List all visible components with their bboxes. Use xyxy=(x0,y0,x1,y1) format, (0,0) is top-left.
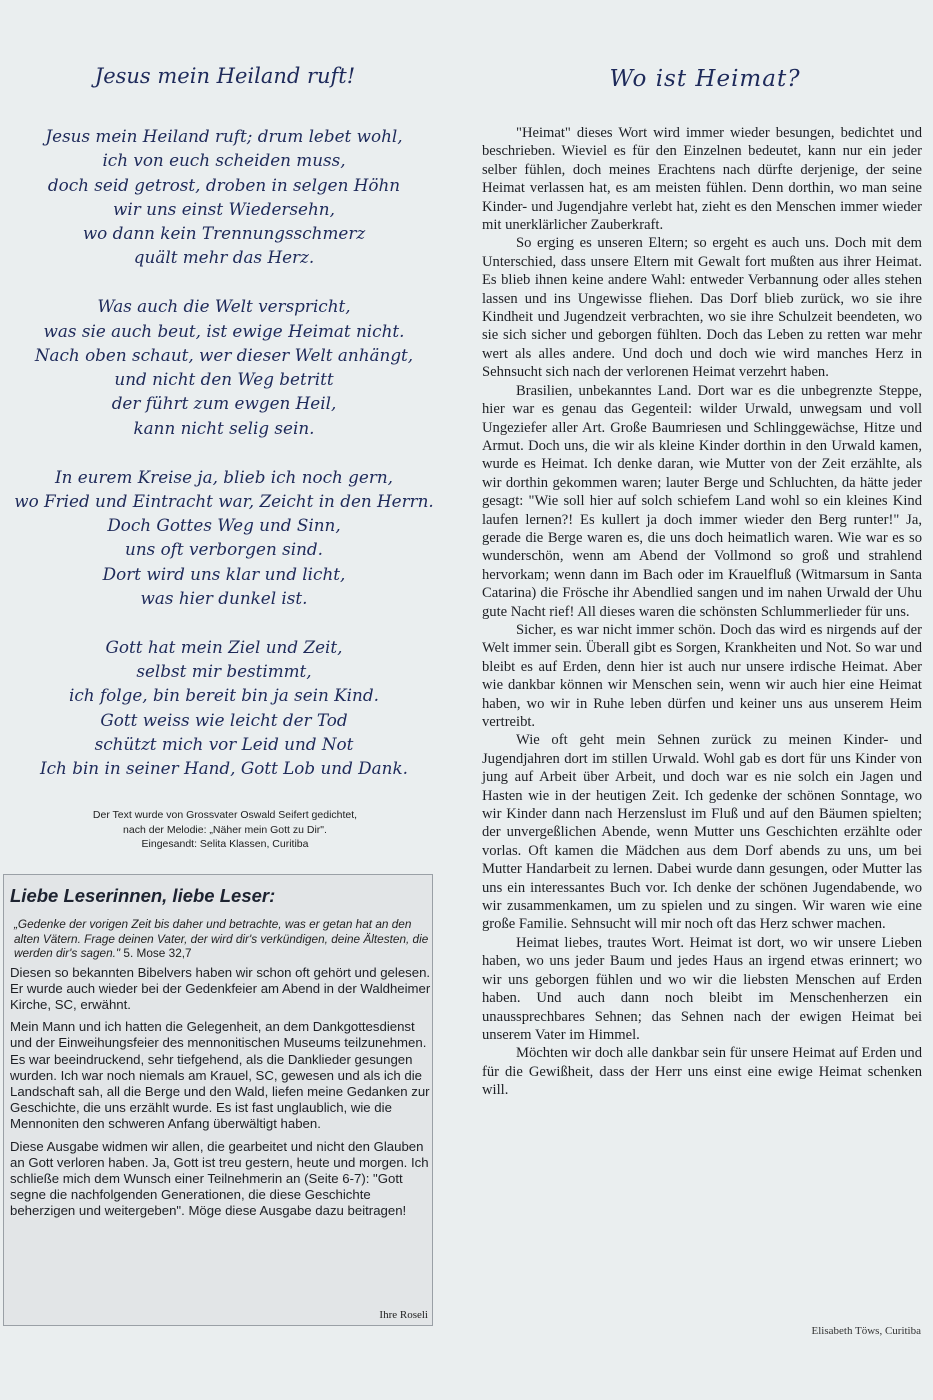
poem-line: wir uns einst Wiedersehn, xyxy=(113,198,335,219)
essay-paragraph: So erging es unseren Eltern; so ergeht es auch uns. Doch mit dem Unterschied, dass unsere Eltern mit Gewalt fort mußten aus ihrer Heimat. Es blieb ihnen keine andere Wahl: entweder Verbannung oder alles stehen lassen und ins Ungewisse fliehen. Das Dorf blieb zurück, wo sie ihre Kindheit und Jugendzeit verbrachten, wo sie ihre Schulzeit beendeten, wo sie sich sicher und geborgen fühlten. Doch das Leben zu retten war mehr wert als alles andere. Und doch und doch wie wird manches Herz in Sehnsucht sich nach der verlorenen Heimat verzehrt haben. xyxy=(482,235,922,381)
poem-stanza-4 xyxy=(0,635,448,781)
essay-paragraph: "Heimat" dieses Wort wird immer wieder besungen, bedichtet und beschrieben. Wieviel es für den Einzelnen bedeutet, kann nur ein jeder selber fühlen, doch meines Erachtens nach dürfte derjenige, der seine Heimat verlassen hat, es am meisten fühlen. Denn dorthin, wo man seine Kinder- und Jugendjahre verlebt hat, zieht es den Menschen immer wieder mit unerklärlicher Zauberkraft. xyxy=(482,125,922,234)
poem-line: Gott weiss wie leicht der Tod xyxy=(100,709,348,730)
poem-line: In eurem Kreise ja, blieb ich noch gern, xyxy=(54,466,393,487)
poem-line: kann nicht selig sein. xyxy=(133,417,315,438)
bible-quote-ref: 5. Mose 32,7 xyxy=(123,946,192,960)
bible-quote-text: „Gedenke der vorigen Zeit bis daher und betrachte, was er getan hat an den alten Vätern. Frage deinen Vater, der wird dir's verkündigen, deine Ältesten, die werden dir's sagen." xyxy=(14,917,429,960)
poem-body xyxy=(0,124,448,805)
poem-line: Was auch die Welt verspricht, xyxy=(97,296,351,317)
poem-line: schützt mich vor Leid und Not xyxy=(94,734,354,755)
poem-line: Jesus mein Heiland ruft; drum lebet wohl, xyxy=(45,126,403,146)
bible-quote xyxy=(14,917,432,961)
essay-paragraph: Heimat liebes, trautes Wort. Heimat ist dort, wo wir unsere Lieben haben, wo uns jeder Baum und jedes Haus an irgend etwas erinnert; wo wir uns geborgen fühlen und wo wir die liebsten Menschen auf Erden haben. Und auch dann noch bleibt im Menschenherzen ein unaussprechbares Sehnen; das Sehnen nach der ewigen Heimat bei unserem Vater im Himmel. xyxy=(482,934,922,1043)
credit-line: Eingesandt: Selita Klassen, Curitiba xyxy=(141,838,309,850)
poem-stanza-1 xyxy=(0,124,448,270)
essay-paragraph: Möchten wir doch alle dankbar sein für unsere Heimat auf Erden und für die Gewißheit, dass der Herr uns einst eine ewige Heimat schenken will. xyxy=(482,1045,922,1099)
poem-line: quält mehr das Herz. xyxy=(133,247,315,268)
editorial-box xyxy=(3,874,433,1326)
credit-line: Der Text wurde von Grossvater Oswald Seifert gedichtet, xyxy=(92,809,358,821)
poem-stanza-2 xyxy=(0,294,448,440)
poem-line: ich von euch scheiden muss, xyxy=(102,150,346,171)
essay-paragraph: Wie oft geht mein Sehnen zurück zu meinen Kinder- und Jugendjahren dort im stillen Urwald. Wohl gab es dort für uns Kinder von jung auf Arbeit über Arbeit, und doch war es nie solch ein Jagen und Hasten wie in der heutigen Zeit. Ich gedenke der schönen Sonntage, wo wir Kinder dann nach Herzenslust im Fluß und auf den Bäumen spielten; der unvergeßlichen Abende, wenn Mutter uns Geschichten erzählte oder vorlas. Oft kamen die Mädchen aus dem Dorf abends zu uns, um bei Mutter Handarbeit zu lernen. Dabei wurde dann gesungen, oder Mutter las uns ein interessantes Buch vor. Ich denke der schönen Jugendabende, wo wir zusammenkamen, um zu spielen und zu singen. Wir waren wie eine große Familie. Sehnsucht will mir noch oft das Herz schwer machen. xyxy=(482,732,922,933)
poem-line: selbst mir bestimmt, xyxy=(136,661,312,682)
essay-signature: Elisabeth Töws, Curitiba xyxy=(811,1325,921,1337)
poem-line: wo Fried und Eintracht war, Zeicht in den Herrn. xyxy=(14,490,434,511)
editorial-signature: Ihre Roseli xyxy=(379,1309,428,1321)
editorial-paragraph: Diese Ausgabe widmen wir allen, die gearbeitet und nicht den Glauben an Gott verloren haben. Ja, Gott ist treu gestern, heute und morgen. Ich schließe mich dem Wunsch einer Teilnehmerin an (Seite 6-7): "Gott segne die nachfolgenden Generationen, die diese Geschichte beherzigen und weitergeben". Möge diese Ausgabe dazu beitragen! xyxy=(10,1138,429,1219)
poem-line: der führt zum ewgen Heil, xyxy=(111,393,337,414)
poem-line: Dort wird uns klar und licht, xyxy=(102,563,346,584)
poem-line: Nach oben schaut, wer dieser Welt anhängt, xyxy=(34,344,414,365)
poem-line: ich folge, bin bereit bin ja sein Kind. xyxy=(69,685,379,706)
poem-line: uns oft verborgen sind. xyxy=(125,539,323,560)
poem-credit xyxy=(0,808,450,852)
poem-line: Doch Gottes Weg und Sinn, xyxy=(107,515,341,536)
poem-line: was hier dunkel ist. xyxy=(140,588,308,609)
poem-line: doch seid getrost, droben in selgen Höhn xyxy=(47,174,401,195)
essay-title: Wo ist Heimat? xyxy=(609,66,801,92)
poem-title: Jesus mein Heiland ruft! xyxy=(94,64,356,88)
poem-line: Gott hat mein Ziel und Zeit, xyxy=(105,636,343,657)
editorial-paragraph: Mein Mann und ich hatten die Gelegenheit, an dem Dankgottesdienst und der Einweihungsfeier des mennonitischen Museums teilzunehmen. Es war beeindruckend, sehr tiefgehend, als die Danklieder gesungen wurden. Ich war noch niemals am Krauel, SC, gewesen und als ich die Landschaft sah, all die Berge und den Wald, liefen meine Gedanken zur Geschichte, die uns erzählt wurde. Es ist fast unglaublich, wie die Mennoniten den schweren Anfang überwältigt haben. xyxy=(10,1019,430,1132)
editorial-title: Liebe Leserinnen, liebe Leser: xyxy=(10,885,276,906)
editorial-paragraph: Diesen so bekannten Bibelvers haben wir schon oft gehört und gelesen. Er wurde auch wieder bei der Gedenkfeier am Abend in der Waldheimer Kirche, SC, erwähnt. xyxy=(10,964,431,1012)
poem-stanza-3 xyxy=(0,465,448,611)
poem-line: wo dann kein Trennungsschmerz xyxy=(82,223,366,244)
essay-paragraph: Sicher, es war nicht immer schön. Doch das wird es nirgends auf der Welt immer sein. Überall gibt es Sorgen, Krankheiten und Not. So war und bleibt es auf Erden, denn hier ist auch nur unsere irdische Heimat. Aber wie dankbar können wir Menschen sein, wenn wir auch hier eine Heimat haben, wo wir in Ruhe leben dürfen und keiner uns aus unserem Heim vertreibt. xyxy=(482,621,922,730)
poem-line: und nicht den Weg betritt xyxy=(114,369,334,390)
poem-line: Ich bin in seiner Hand, Gott Lob und Dank. xyxy=(40,758,408,779)
essay-body xyxy=(482,124,922,1100)
poem-line: was sie auch beut, ist ewige Heimat nicht. xyxy=(43,320,405,341)
credit-line: nach der Melodie: „Näher mein Gott zu Dir". xyxy=(123,823,327,836)
essay-paragraph: Brasilien, unbekanntes Land. Dort war es die unbegrenzte Steppe, hier war es genau das Gegenteil: wilder Urwald, unwegsam und voll Ungeziefer aller Art. Große Baumriesen und Schlinggewächse, Hitze und Armut. Doch uns, die wir als kleine Kinder dorthin in den Urwald kamen, wurde es Heimat. Ich denke daran, wie Mutter von der Zeit erzählte, als wir dorthin gekommen waren; lauter Berge und Schluchten, da hätte jeder gesagt: "Wie soll hier auf solch schiefem Land wohl so ein kleines Kind laufen lernen?! Es kullert ja doch immer wieder den Berg runter!" Ja, gerade die Berge waren es, die uns doch heimatlich waren. Wie war es so wunderschön, wenn am Abend der Vollmond so groß und strahlend hervorkam; wenn dann im Bach oder im Krauelfluß (Witmarsum in Santa Catarina) die Frösche ihr Abendlied sangen und im nahen Urwald der Uhu gute Nacht rief! All dieses waren die schönsten Schlummerlieder für uns. xyxy=(482,382,922,620)
